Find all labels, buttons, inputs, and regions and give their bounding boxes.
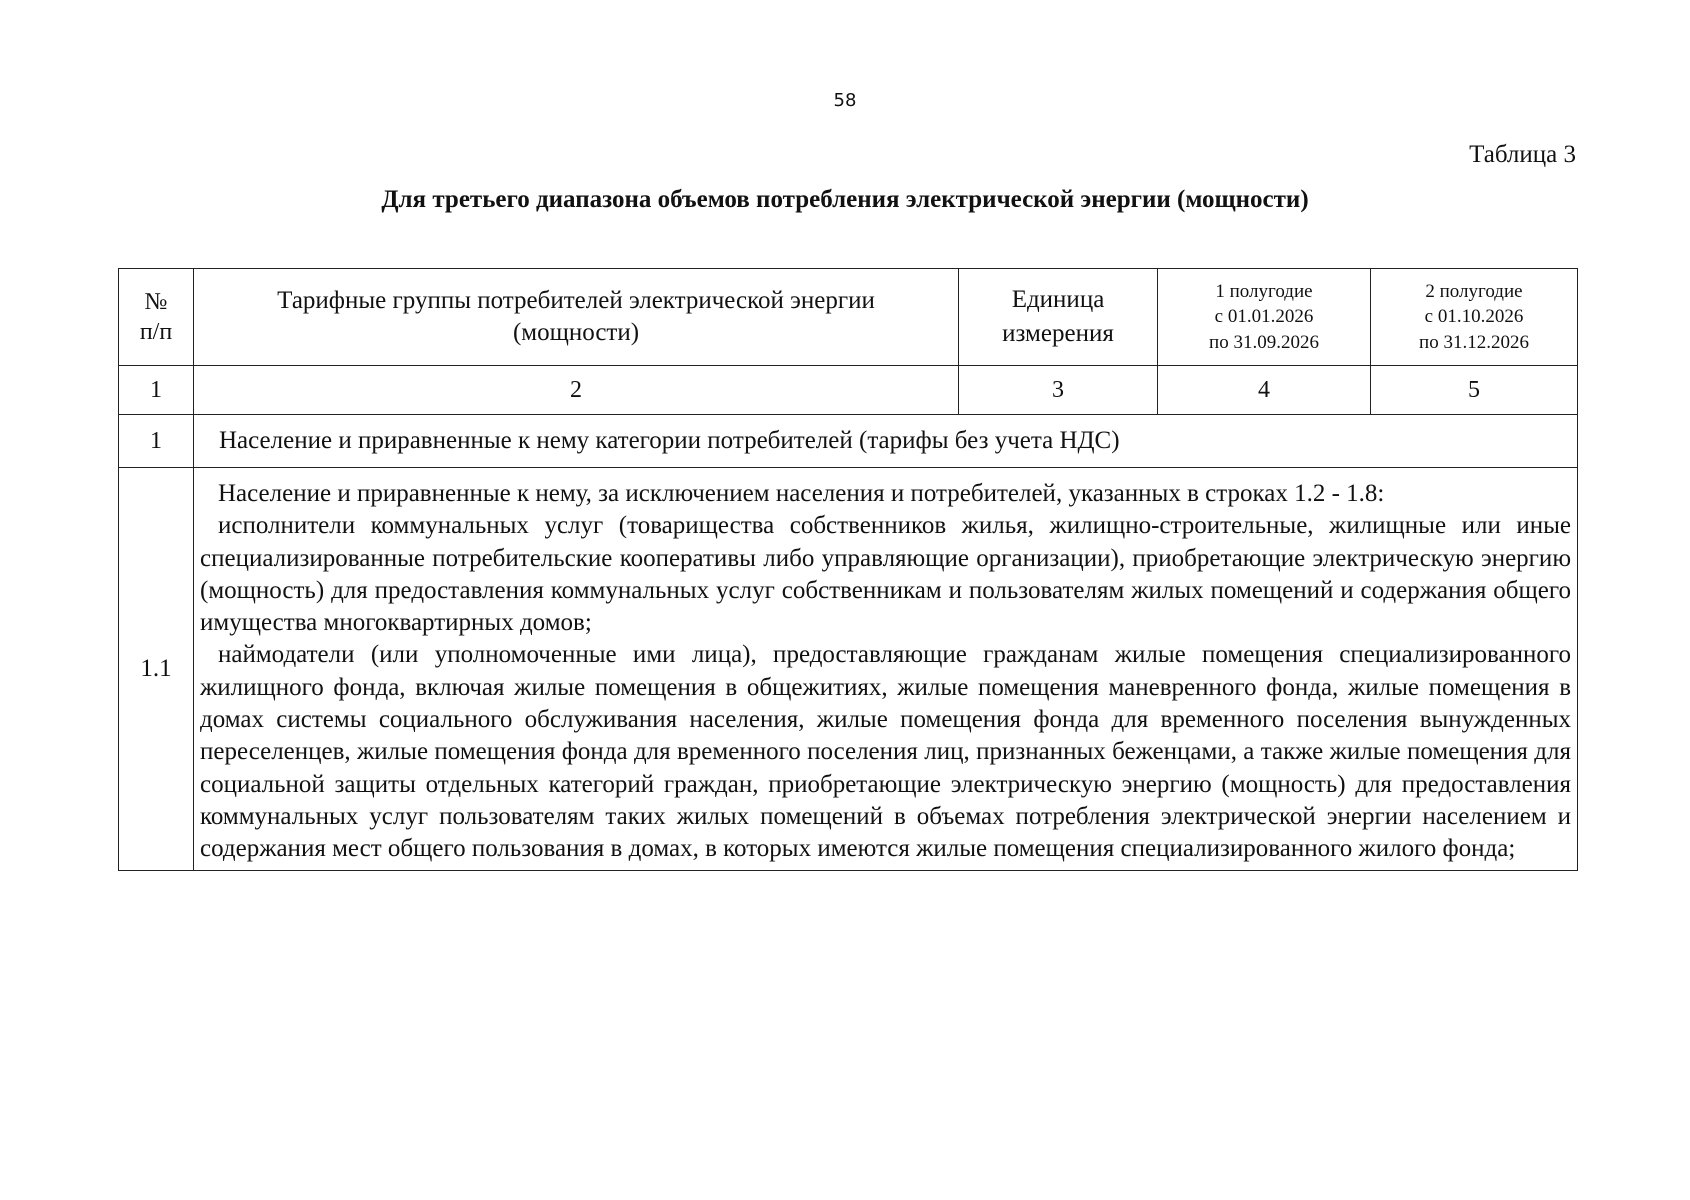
row-number: 1.1: [119, 468, 194, 871]
header-num-line2: п/п: [139, 319, 173, 345]
description-paragraph: исполнители коммунальных услуг (товарищества собственников жилья, жилищно-строительные, жилищные или иные специализированные потребительские кооперативы либо управляющие организации), приобретающие электрическую энергию (мощность) для предоставления коммунальных услуг собственникам и пользователям жилых помещений и содержания общего имущества многоквартирных домов;: [200, 512, 1571, 637]
header-period-2-line3: по 31.12.2026: [1419, 331, 1529, 353]
header-period-1-line1: 1 полугодие: [1215, 281, 1313, 303]
header-period-1-line2: с 01.01.2026: [1214, 306, 1314, 328]
description-paragraph: Население и приравненные к нему, за исключением населения и потребителей, указанных в строках 1.2 - 1.8:: [218, 480, 1385, 507]
tariff-table: [118, 268, 1578, 871]
header-period-2-line1: 2 полугодие: [1425, 281, 1523, 303]
header-unit-line1: Единица: [1011, 286, 1105, 314]
column-number: 5: [1371, 366, 1578, 415]
column-number: 1: [119, 366, 194, 415]
row-description: [194, 468, 1578, 871]
header-period-1: [1158, 269, 1371, 366]
header-tariff-group: [194, 269, 959, 366]
column-number: 3: [959, 366, 1158, 415]
header-tariff-group-line1: Тарифные группы потребителей электрической энергии: [277, 286, 875, 314]
header-unit-line2: измерения: [1002, 320, 1114, 347]
table-label: Таблица 3: [1469, 141, 1576, 168]
column-number-row: [119, 366, 1578, 415]
column-number: 2: [194, 366, 959, 415]
description-paragraph: наймодатели (или уполномоченные ими лица), предоставляющие гражданам жилые помещения специализированного жилищного фонда, включая жилые помещения в общежитиях, жилые помещения маневренного фонда, жилые помещения в домах системы социального обслуживания населения, жилые помещения фонда для временного поселения вынужденных переселенцев, жилые помещения фонда для временного поселения лиц, признанных беженцами, а также жилые помещения для социальной защиты отдельных категорий граждан, приобретающие электрическую энергию (мощность) для предоставления коммунальных услуг пользователям таких жилых помещений в объемах потребления электрической энергии населением и содержания мест общего пользования в домах, в которых имеются жилые помещения специализированного жилого фонда;: [200, 641, 1571, 863]
table-row: [119, 415, 1578, 468]
header-period-2: [1371, 269, 1578, 366]
header-num-line1: №: [144, 289, 168, 315]
section-heading: Население и приравненные к нему категории потребителей (тарифы без учета НДС): [194, 415, 1578, 468]
header-tariff-group-line2: (мощности): [512, 319, 640, 346]
table-row: [119, 468, 1578, 871]
header-period-2-line2: с 01.10.2026: [1424, 306, 1524, 328]
column-number: 4: [1158, 366, 1371, 415]
document-title: Для третьего диапазона объемов потребления электрической энергии (мощности): [381, 186, 1309, 213]
header-period-1-line3: по 31.09.2026: [1209, 331, 1319, 353]
page-number: 58: [833, 90, 857, 111]
header-num: [119, 269, 194, 366]
header-unit: [959, 269, 1158, 366]
table-header-row: [119, 269, 1578, 366]
row-number: 1: [119, 415, 194, 468]
